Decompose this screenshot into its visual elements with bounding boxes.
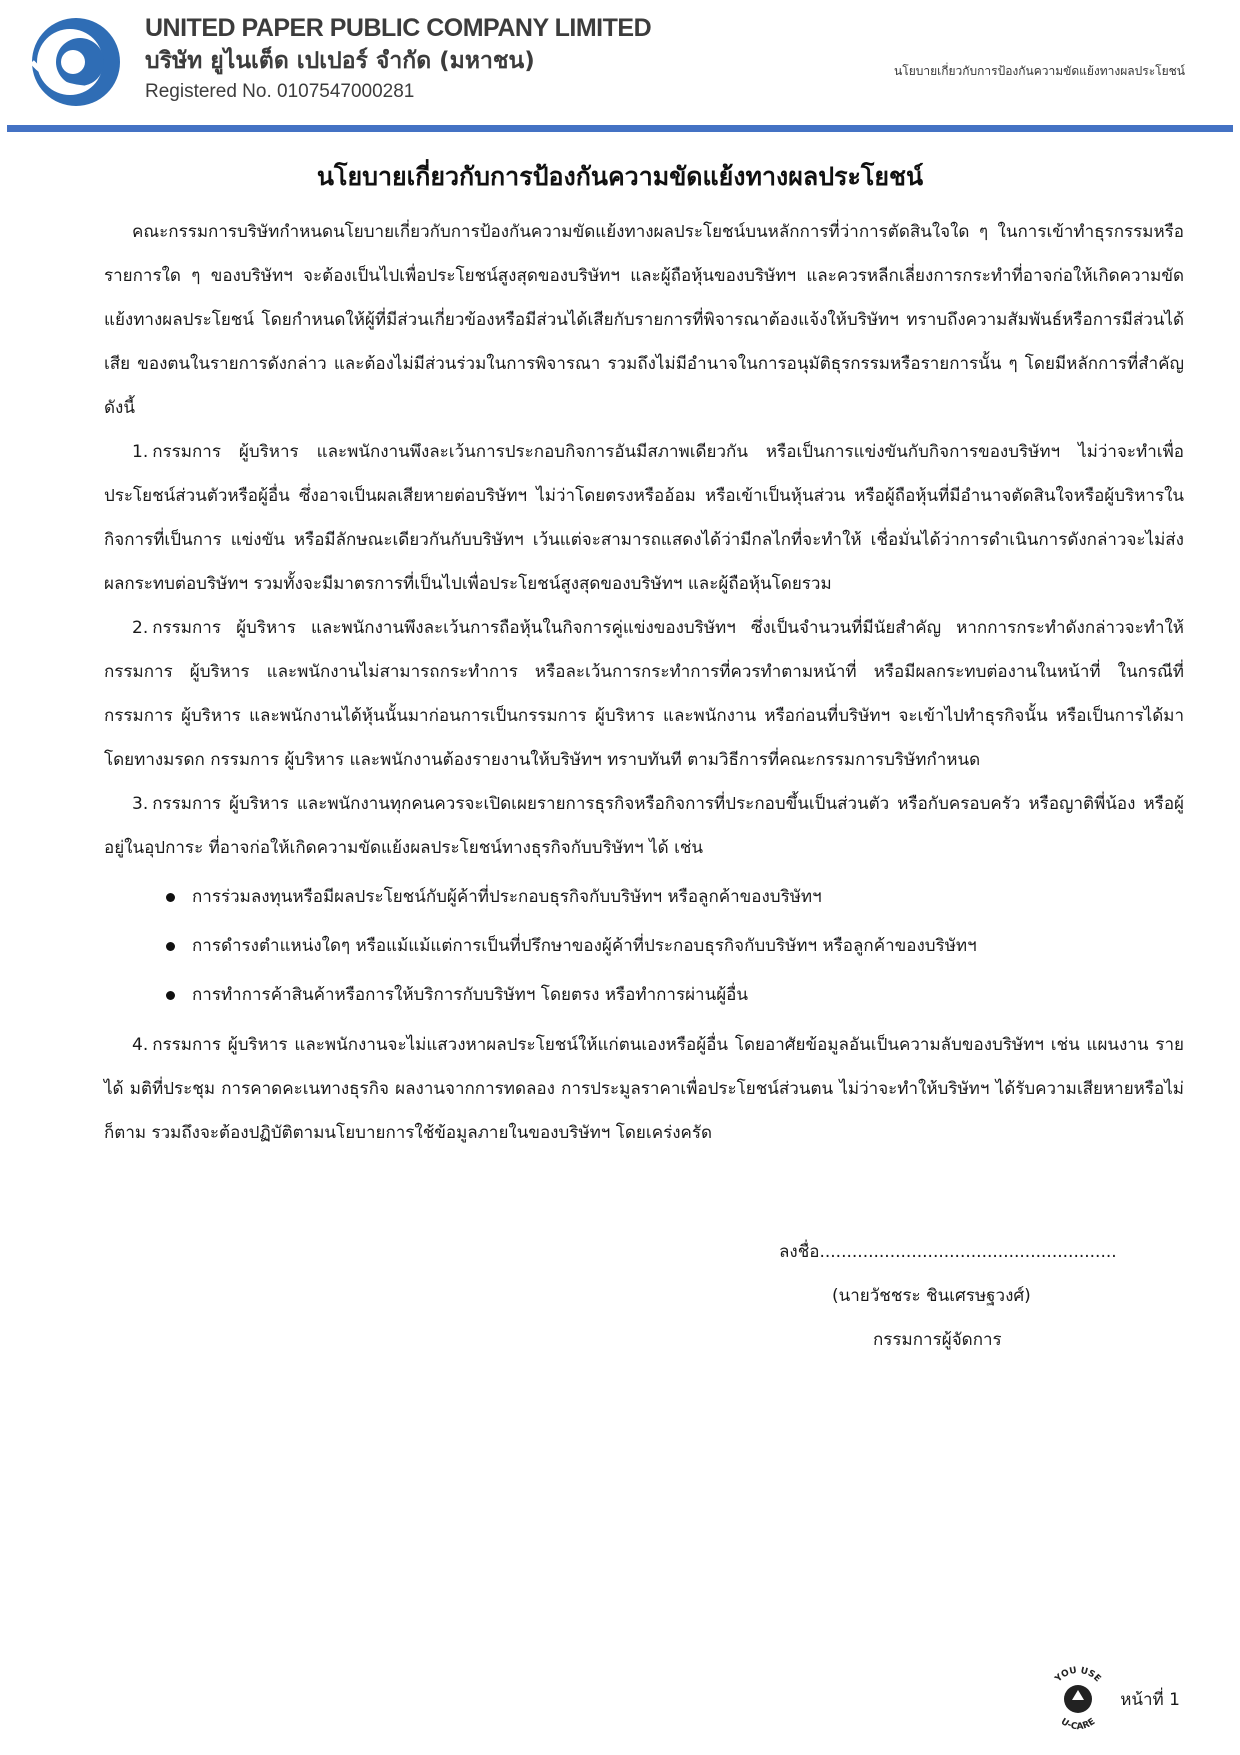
signatory-name: (นายวัชชระ ชินเศรษฐวงศ์)	[832, 1286, 1031, 1306]
item-text: กรรมการ ผู้บริหาร และพนักงานทุกคนควรจะเปิดเผยรายการธุรกิจหรือกิจการที่ประกอบขึ้นเป็นส่วนตัว หรือกับครอบครัว หรือญาติพี่น้อง หรือผู้อยู่ในอุปการะ ที่อาจก่อให้เกิดความขัดแย้งผลประโยชน์ทางธุรกิจกับบริษัทฯ ได้ เช่น	[104, 794, 1184, 858]
list-item-text: การดำรงตำแหน่งใดๆ หรือแม้แม้แต่การเป็นที่ปรึกษาของผู้ค้าที่ประกอบธุรกิจกับบริษัทฯ หรือลูกค้าของบริษัทฯ	[192, 936, 977, 956]
page-number: หน้าที่ 1	[1120, 1690, 1180, 1710]
list-item	[104, 873, 1184, 922]
document-body	[104, 210, 1184, 1155]
signatory-position: กรรมการผู้จัดการ	[873, 1330, 1002, 1350]
svg-text:YOU USE	[1053, 1666, 1103, 1685]
policy-item-1	[104, 430, 1184, 606]
item-number: 1.	[132, 442, 149, 462]
header-divider	[7, 125, 1233, 132]
badge-top-text: YOU USE	[1053, 1665, 1103, 1685]
company-logo-icon	[14, 16, 138, 108]
list-item-text: การร่วมลงทุนหรือมีผลประโยชน์กับผู้ค้าที่ประกอบธุรกิจกับบริษัทฯ หรือลูกค้าของบริษัทฯ	[192, 887, 822, 907]
bullet-icon	[166, 991, 175, 1000]
policy-item-2	[104, 606, 1184, 782]
company-name-th: บริษัท ยูไนเต็ด เปเปอร์ จำกัด (มหาชน)	[145, 48, 535, 74]
policy-item-4	[104, 1023, 1184, 1155]
policy-item-3	[104, 782, 1184, 870]
list-item-text: การทำการค้าสินค้าหรือการให้บริการกับบริษัทฯ โดยตรง หรือทำการผ่านผู้อื่น	[192, 985, 749, 1005]
svg-text:U-CARE	[1059, 1717, 1097, 1732]
company-block	[145, 12, 651, 106]
header-doc-title: นโยบายเกี่ยวกับการป้องกันความขัดแย้งทางผลประโยชน์	[894, 64, 1185, 78]
badge-bottom-text: U-CARE	[1058, 1716, 1098, 1732]
item-text: กรรมการ ผู้บริหาร และพนักงานจะไม่แสวงหาผลประโยชน์ให้แก่ตนเองหรือผู้อื่น โดยอาศัยข้อมูลอันเป็นความลับของบริษัทฯ เช่น แผนงาน รายได้ มติที่ประชุม การคาดคะเนทางธุรกิจ ผลงานจากการทดลอง การประมูลราคาเพื่อประโยชน์ส่วนตน ไม่ว่าจะทำให้บริษัทฯ ได้รับความเสียหายหรือไม่ก็ตาม รวมถึงจะต้องปฏิบัติตามนโยบายการใช้ข้อมูลภายในของบริษัทฯ โดยเคร่งครัด	[104, 1035, 1184, 1143]
page-title: นโยบายเกี่ยวกับการป้องกันความขัดแย้งทางผลประโยชน์	[316, 162, 924, 191]
registration-number: Registered No. 0107547000281	[145, 81, 415, 102]
item-text: กรรมการ ผู้บริหาร และพนักงานพึงละเว้นการถือหุ้นในกิจการคู่แข่งของบริษัทฯ ซึ่งเป็นจำนวนที่มีนัยสำคัญ หากการกระทำดังกล่าวจะทำให้กรรมการ ผู้บริหาร และพนักงานไม่สามารถกระทำการ หรือละเว้นการกระทำการที่ควรทำตามหน้าที่ หรือมีผลกระทบต่องานในหน้าที่ ในกรณีที่กรรมการ ผู้บริหาร และพนักงานได้หุ้นนั้นมาก่อนการเป็นกรรมการ ผู้บริหาร และพนักงาน หรือก่อนที่บริษัทฯ จะเข้าไปทำธุรกิจนั้น หรือเป็นการได้มาโดยทางมรดก กรรมการ ผู้บริหาร และพนักงานต้องรายงานให้บริษัทฯ ทราบทันที ตามวิธีการที่คณะกรรมการบริษัทกำหนด	[104, 618, 1184, 770]
recycle-badge-icon	[1043, 1662, 1113, 1732]
item-text: กรรมการ ผู้บริหาร และพนักงานพึงละเว้นการประกอบกิจการอันมีสภาพเดียวกัน หรือเป็นการแข่งขันกับกิจการของบริษัทฯ ไม่ว่าจะทำเพื่อประโยชน์ส่วนตัวหรือผู้อื่น ซึ่งอาจเป็นผลเสียหายต่อบริษัทฯ ไม่ว่าโดยตรงหรืออ้อม หรือเข้าเป็นหุ้นส่วน หรือผู้ถือหุ้นที่มีอำนาจตัดสินใจหรือผู้บริหารในกิจการที่เป็นการ แข่งขัน หรือมีลักษณะเดียวกันกับบริษัทฯ เว้นแต่จะสามารถแสดงได้ว่ามีกลไกที่จะทำให้ เชื่อมั่นได้ว่าการดำเนินการดังกล่าวจะไม่ส่งผลกระทบต่อบริษัทฯ รวมทั้งจะมีมาตรการที่เป็นไปเพื่อประโยชน์สูงสุดของบริษัทฯ และผู้ถือหุ้นโดยรวม	[104, 442, 1184, 594]
item-number: 4.	[132, 1035, 149, 1055]
bullet-icon	[166, 893, 175, 902]
item-number: 3.	[132, 794, 149, 814]
signature-block	[700, 1230, 1180, 1362]
list-item	[104, 971, 1184, 1020]
company-name-en: UNITED PAPER PUBLIC COMPANY LIMITED	[145, 14, 652, 42]
item-number: 2.	[132, 618, 149, 638]
bullet-icon	[166, 942, 175, 951]
example-list	[104, 873, 1184, 1020]
signature-line: ลงชื่อ.......................................................	[779, 1242, 1117, 1262]
list-item	[104, 922, 1184, 971]
intro-paragraph: คณะกรรมการบริษัทกำหนดนโยบายเกี่ยวกับการป้องกันความขัดแย้งทางผลประโยชน์บนหลักการที่ว่าการตัดสินใจใด ๆ ในการเข้าทำธุรกรรมหรือรายการใด ๆ ของบริษัทฯ จะต้องเป็นไปเพื่อประโยชน์สูงสุดของบริษัทฯ และผู้ถือหุ้นของบริษัทฯ และควรหลีกเลี่ยงการกระทำที่อาจก่อให้เกิดความขัดแย้งทางผลประโยชน์ โดยกำหนดให้ผู้ที่มีส่วนเกี่ยวข้องหรือมีส่วนได้เสียกับรายการที่พิจารณาต้องแจ้งให้บริษัทฯ ทราบถึงความสัมพันธ์หรือการมีส่วนได้เสีย ของตนในรายการดังกล่าว และต้องไม่มีส่วนร่วมในการพิจารณา รวมถึงไม่มีอำนาจในการอนุมัติธุรกรรมหรือรายการนั้น ๆ โดยมีหลักการที่สำคัญดังนี้	[104, 222, 1184, 418]
page-header	[0, 0, 1240, 135]
